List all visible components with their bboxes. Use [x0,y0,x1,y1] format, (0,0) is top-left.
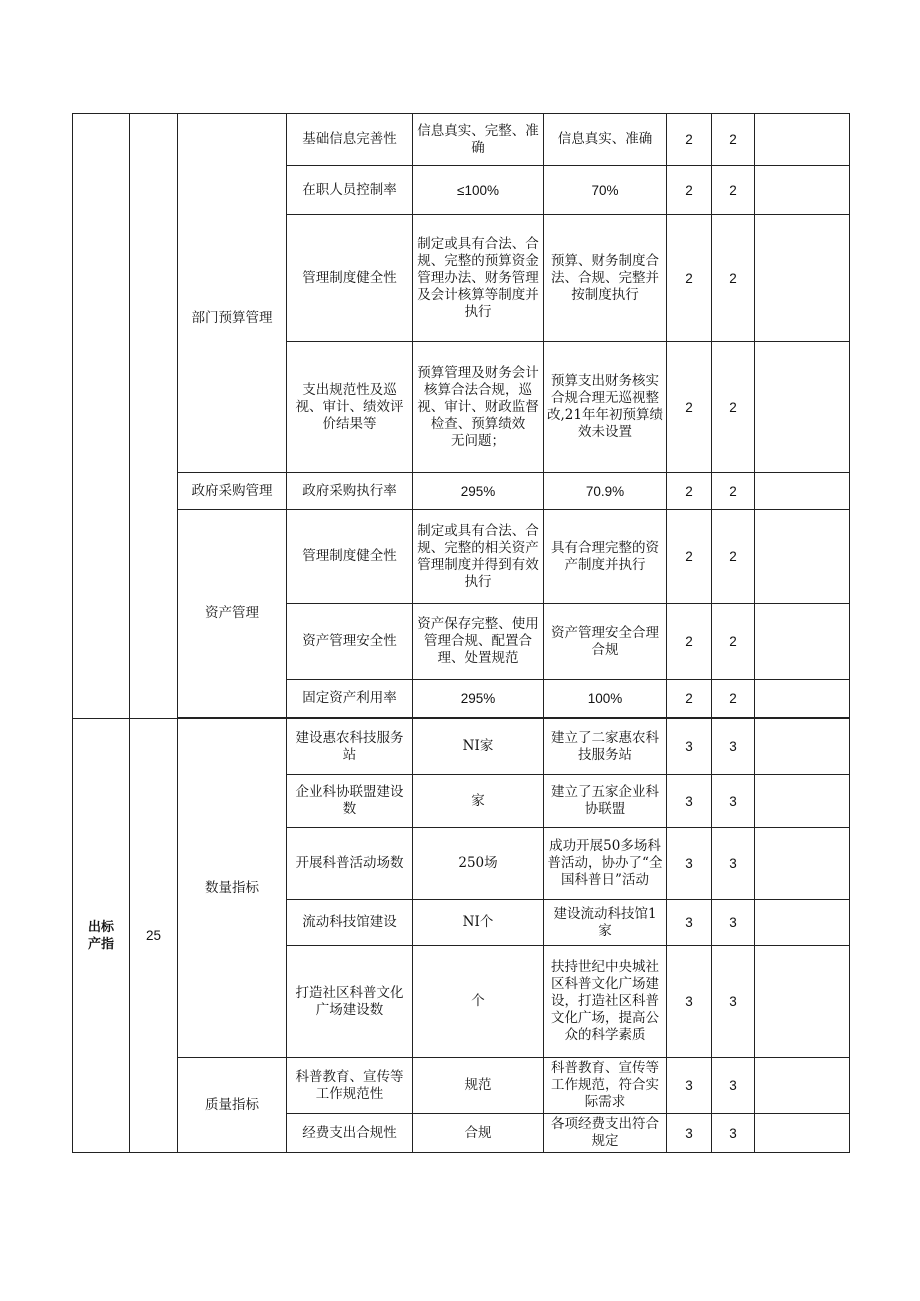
actual-cell: 100% [544,680,667,718]
weight-cell: 3 [667,946,712,1058]
remark-cell [755,946,850,1058]
indicator-cell: 在职人员控制率 [287,166,413,215]
score-cell: 3 [712,719,755,775]
actual-cell: 信息真实、准确 [544,114,667,166]
level1-weight-cell: 25 [130,719,178,1153]
level2-indicator-cell: 质量指标 [178,1058,287,1153]
target-cell: 250场 [413,828,544,900]
remark-cell [755,775,850,828]
actual-cell: 预算支出财务核实合规合理无巡视整改,21年年初预算绩效未设置 [544,342,667,473]
score-cell: 2 [712,342,755,473]
remark-cell [755,828,850,900]
table-row [73,166,850,215]
actual-cell: 建立了二家惠农科技服务站 [544,719,667,775]
indicator-cell: 管理制度健全性 [287,510,413,604]
level2-indicator-cell: 政府采购管理 [178,473,287,510]
remark-cell [755,1114,850,1153]
target-cell: 制定或具有合法、合规、完整的相关资产管理制度并得到有效执行 [413,510,544,604]
indicator-cell: 企业科协联盟建设数 [287,775,413,828]
score-cell: 2 [712,473,755,510]
remark-cell [755,1058,850,1114]
remark-cell [755,604,850,680]
target-cell: 规范 [413,1058,544,1114]
indicator-cell: 科普教育、宣传等工作规范性 [287,1058,413,1114]
weight-cell: 2 [667,114,712,166]
level2-indicator-cell: 部门预算管理 [178,166,287,473]
target-cell: 信息真实、完整、准确 [413,114,544,166]
indicator-cell: 支出规范性及巡视、审计、绩效评价结果等 [287,342,413,473]
score-cell: 2 [712,166,755,215]
remark-cell [755,215,850,342]
remark-cell [755,166,850,215]
indicator-cell: 资产管理安全性 [287,604,413,680]
remark-cell [755,342,850,473]
score-cell: 3 [712,1058,755,1114]
indicator-cell: 固定资产利用率 [287,680,413,718]
indicator-cell: 开展科普活动场数 [287,828,413,900]
level1-indicator-cell [73,114,130,719]
level2-indicator-cell [178,114,287,166]
level1-indicator-cell [73,719,130,1153]
performance-table [72,113,850,1153]
weight-cell: 3 [667,775,712,828]
level1-weight-cell [130,114,178,719]
remark-cell [755,680,850,718]
score-cell: 3 [712,775,755,828]
indicator-cell: 政府采购执行率 [287,473,413,510]
indicator-cell: 基础信息完善性 [287,114,413,166]
level2-indicator-cell: 数量指标 [178,719,287,1058]
score-cell: 2 [712,510,755,604]
weight-cell: 2 [667,342,712,473]
actual-cell: 预算、财务制度合法、合规、完整并按制度执行 [544,215,667,342]
target-cell: 295% [413,680,544,718]
actual-cell: 70.9% [544,473,667,510]
indicator-cell: 经费支出合规性 [287,1114,413,1153]
actual-cell: 成功开展50多场科普活动，协办了“全国科普日”活动 [544,828,667,900]
level1-indicator-label: 出标产指 [87,919,114,952]
target-cell: 制定或具有合法、合规、完整的预算资金管理办法、财务管理及会计核算等制度并执行 [413,215,544,342]
actual-cell: 70% [544,166,667,215]
target-cell: 个 [413,946,544,1058]
table-row [73,473,850,510]
score-cell: 3 [712,946,755,1058]
weight-cell: 2 [667,473,712,510]
weight-cell: 2 [667,215,712,342]
weight-cell: 2 [667,680,712,718]
remark-cell [755,900,850,946]
indicator-cell: 建设惠农科技服务站 [287,719,413,775]
actual-cell: 各项经费支出符合规定 [544,1114,667,1153]
score-cell: 2 [712,215,755,342]
target-cell: 合规 [413,1114,544,1153]
actual-cell: 资产管理安全合理合规 [544,604,667,680]
weight-cell: 2 [667,604,712,680]
remark-cell [755,473,850,510]
actual-cell: 具有合理完整的资产制度并执行 [544,510,667,604]
table-row [73,114,850,166]
indicator-cell: 管理制度健全性 [287,215,413,342]
table-row [73,510,850,604]
target-cell: 295% [413,473,544,510]
score-cell: 2 [712,680,755,718]
indicator-cell: 流动科技馆建设 [287,900,413,946]
weight-cell: 2 [667,166,712,215]
remark-cell [755,114,850,166]
target-cell: NI个 [413,900,544,946]
remark-cell [755,510,850,604]
actual-cell: 建设流动科技馆1家 [544,900,667,946]
weight-cell: 3 [667,1058,712,1114]
score-cell: 3 [712,828,755,900]
indicator-cell: 打造社区科普文化广场建设数 [287,946,413,1058]
actual-cell: 建立了五家企业科协联盟 [544,775,667,828]
weight-cell: 3 [667,1114,712,1153]
target-cell: 预算管理及财务会计核算合法合规，巡视、审计、财政监督检查、预算绩效 无问题； [413,342,544,473]
level2-indicator-cell: 资产管理 [178,510,287,718]
score-cell: 2 [712,604,755,680]
weight-cell: 3 [667,828,712,900]
target-cell: 资产保存完整、使用管理合规、配置合理、处置规范 [413,604,544,680]
score-cell: 3 [712,900,755,946]
weight-cell: 2 [667,510,712,604]
target-cell: 家 [413,775,544,828]
weight-cell: 3 [667,900,712,946]
remark-cell [755,719,850,775]
actual-cell: 科普教育、宣传等工作规范，符合实际需求 [544,1058,667,1114]
target-cell: ≤100% [413,166,544,215]
table-row [73,719,850,775]
weight-cell: 3 [667,719,712,775]
actual-cell: 扶持世纪中央城社区科普文化广场建设，打造社区科普文化广场，提高公众的科学素质 [544,946,667,1058]
table-row [73,1058,850,1114]
target-cell: NI家 [413,719,544,775]
score-cell: 2 [712,114,755,166]
score-cell: 3 [712,1114,755,1153]
